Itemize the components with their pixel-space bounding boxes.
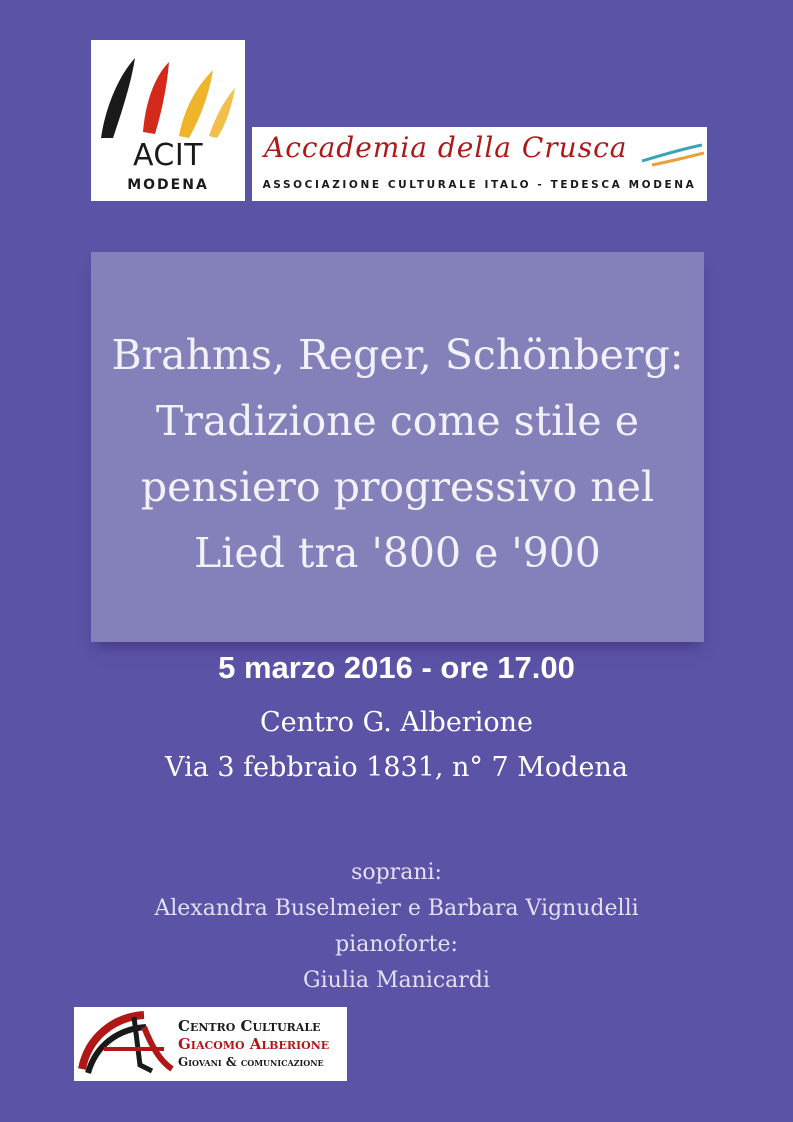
title-panel: [91, 252, 704, 642]
centro-alberione-logo: [74, 1007, 347, 1081]
event-venue: Centro G. Alberione: [260, 707, 533, 738]
crusca-logo-subtitle: ASSOCIAZIONE CULTURALE ITALO - TEDESCA MODENA: [262, 179, 697, 191]
acit-logo-text: ACIT: [132, 138, 204, 173]
event-date: 5 marzo 2016 - ore 17.00: [218, 650, 575, 685]
brush-strokes-icon: [91, 40, 245, 140]
title-line: pensiero progressivo nel: [140, 463, 655, 511]
title-line: Tradizione come stile e: [156, 397, 639, 445]
alberione-logo-line1: Centro Culturale: [178, 1017, 321, 1035]
alberione-logo-line2: Giacomo Alberione: [178, 1035, 330, 1053]
pen-stroke-icon: [252, 127, 707, 177]
event-title: [91, 322, 704, 586]
crusca-logo-script: Accademia della Crusca: [264, 131, 628, 164]
title-line: Brahms, Reger, Schönberg:: [111, 331, 684, 379]
acit-logo-subtext: MODENA: [127, 177, 209, 193]
arch-emblem-icon: [74, 1007, 174, 1081]
piano-name: Giulia Manicardi: [303, 968, 490, 993]
title-line: Lied tra '800 e '900: [194, 529, 601, 577]
alberione-logo-line3: Giovani & comunicazione: [178, 1055, 324, 1069]
acit-modena-logo: [91, 40, 245, 201]
piano-label: pianoforte:: [335, 932, 458, 957]
accademia-crusca-logo: [252, 127, 707, 201]
sopranos-names: Alexandra Buselmeier e Barbara Vignudelli: [154, 896, 639, 921]
sopranos-label: soprani:: [351, 860, 442, 885]
event-address: Via 3 febbraio 1831, n° 7 Modena: [165, 752, 628, 783]
